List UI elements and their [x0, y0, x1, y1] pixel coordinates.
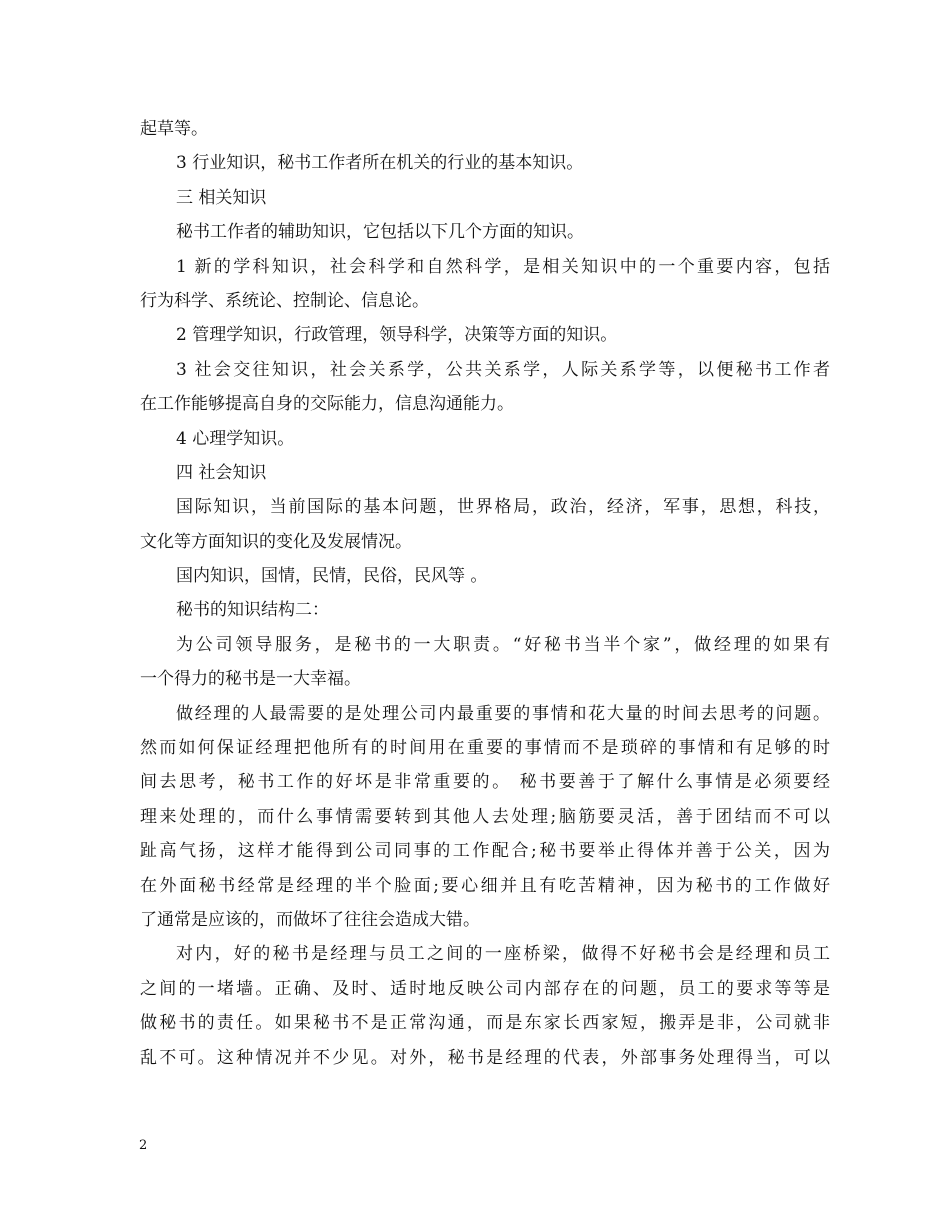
text-line: 在工作能够提高自身的交际能力，信息沟通能力。 [140, 394, 514, 415]
text-line: 文化等方面知识的变化及发展情况。 [140, 531, 412, 552]
text-line: 之间的一堵墙。正确、及时、适时地反映公司内部存在的问题，员工的要求等等是 [140, 978, 830, 999]
text-line: 起草等。 [140, 119, 208, 139]
section-heading: 三 相关知识 [176, 187, 267, 208]
text-line: 3 行业知识，秘书工作者所在机关的行业的基本知识。 [176, 153, 584, 174]
text-line: 了通常是应该的，而做坏了往往会造成大错。 [140, 909, 480, 930]
body-text [140, 112, 830, 1075]
text-line: 在外面秘书经常是经理的半个脸面;要心细并且有吃苦精神，因为秘书的工作做好 [140, 875, 830, 896]
section-heading: 四 社会知识 [176, 462, 267, 483]
text-line: 间去思考，秘书工作的好坏是非常重要的。 秘书要善于了解什么事情是必须要经 [140, 772, 830, 793]
text-line: 3 社会交往知识，社会关系学，公共关系学，人际关系学等，以便秘书工作者 [176, 359, 830, 380]
text-line: 1 新的学科知识，社会科学和自然科学，是相关知识中的一个重要内容，包括 [176, 256, 830, 277]
text-line: 做秘书的责任。如果秘书不是正常沟通，而是东家长西家短，搬弄是非，公司就非 [140, 1013, 830, 1034]
text-line: 做经理的人最需要的是处理公司内最重要的事情和花大量的时间去思考的问题。 [176, 703, 830, 724]
text-line: 4 心理学知识。 [176, 428, 295, 449]
text-line: 理来处理的，而什么事情需要转到其他人去处理;脑筋要灵活，善于团结而不可以 [140, 806, 830, 827]
text-line: 秘书工作者的辅助知识，它包括以下几个方面的知识。 [176, 222, 584, 243]
text-line: 乱不可。这种情况并不少见。对外，秘书是经理的代表，外部事务处理得当，可以 [140, 1047, 830, 1068]
text-line: 一个得力的秘书是一大幸福。 [140, 669, 361, 690]
section-heading: 秘书的知识结构二： [176, 600, 329, 621]
text-line: 2 管理学知识，行政管理，领导科学，决策等方面的知识。 [176, 325, 618, 346]
text-line: 行为科学、系统论、控制论、信息论。 [140, 290, 429, 311]
text-line: 对内，好的秘书是经理与员工之间的一座桥梁，做得不好秘书会是经理和员工 [176, 944, 830, 965]
page-number: 2 [139, 1138, 148, 1153]
text-line: 国内知识，国情，民情，民俗，民风等 。 [176, 566, 488, 587]
text-line: 趾高气扬，这样才能得到公司同事的工作配合;秘书要举止得体并善于公关，因为 [140, 841, 830, 862]
text-line: 国际知识，当前国际的基本问题，世界格局，政治，经济，军事，思想，科技， [176, 497, 830, 518]
text-line: 然而如何保证经理把他所有的时间用在重要的事情而不是琐碎的事情和有足够的时 [140, 738, 830, 759]
text-line: 为公司领导服务，是秘书的一大职责。“好秘书当半个家”，做经理的如果有 [176, 634, 830, 655]
